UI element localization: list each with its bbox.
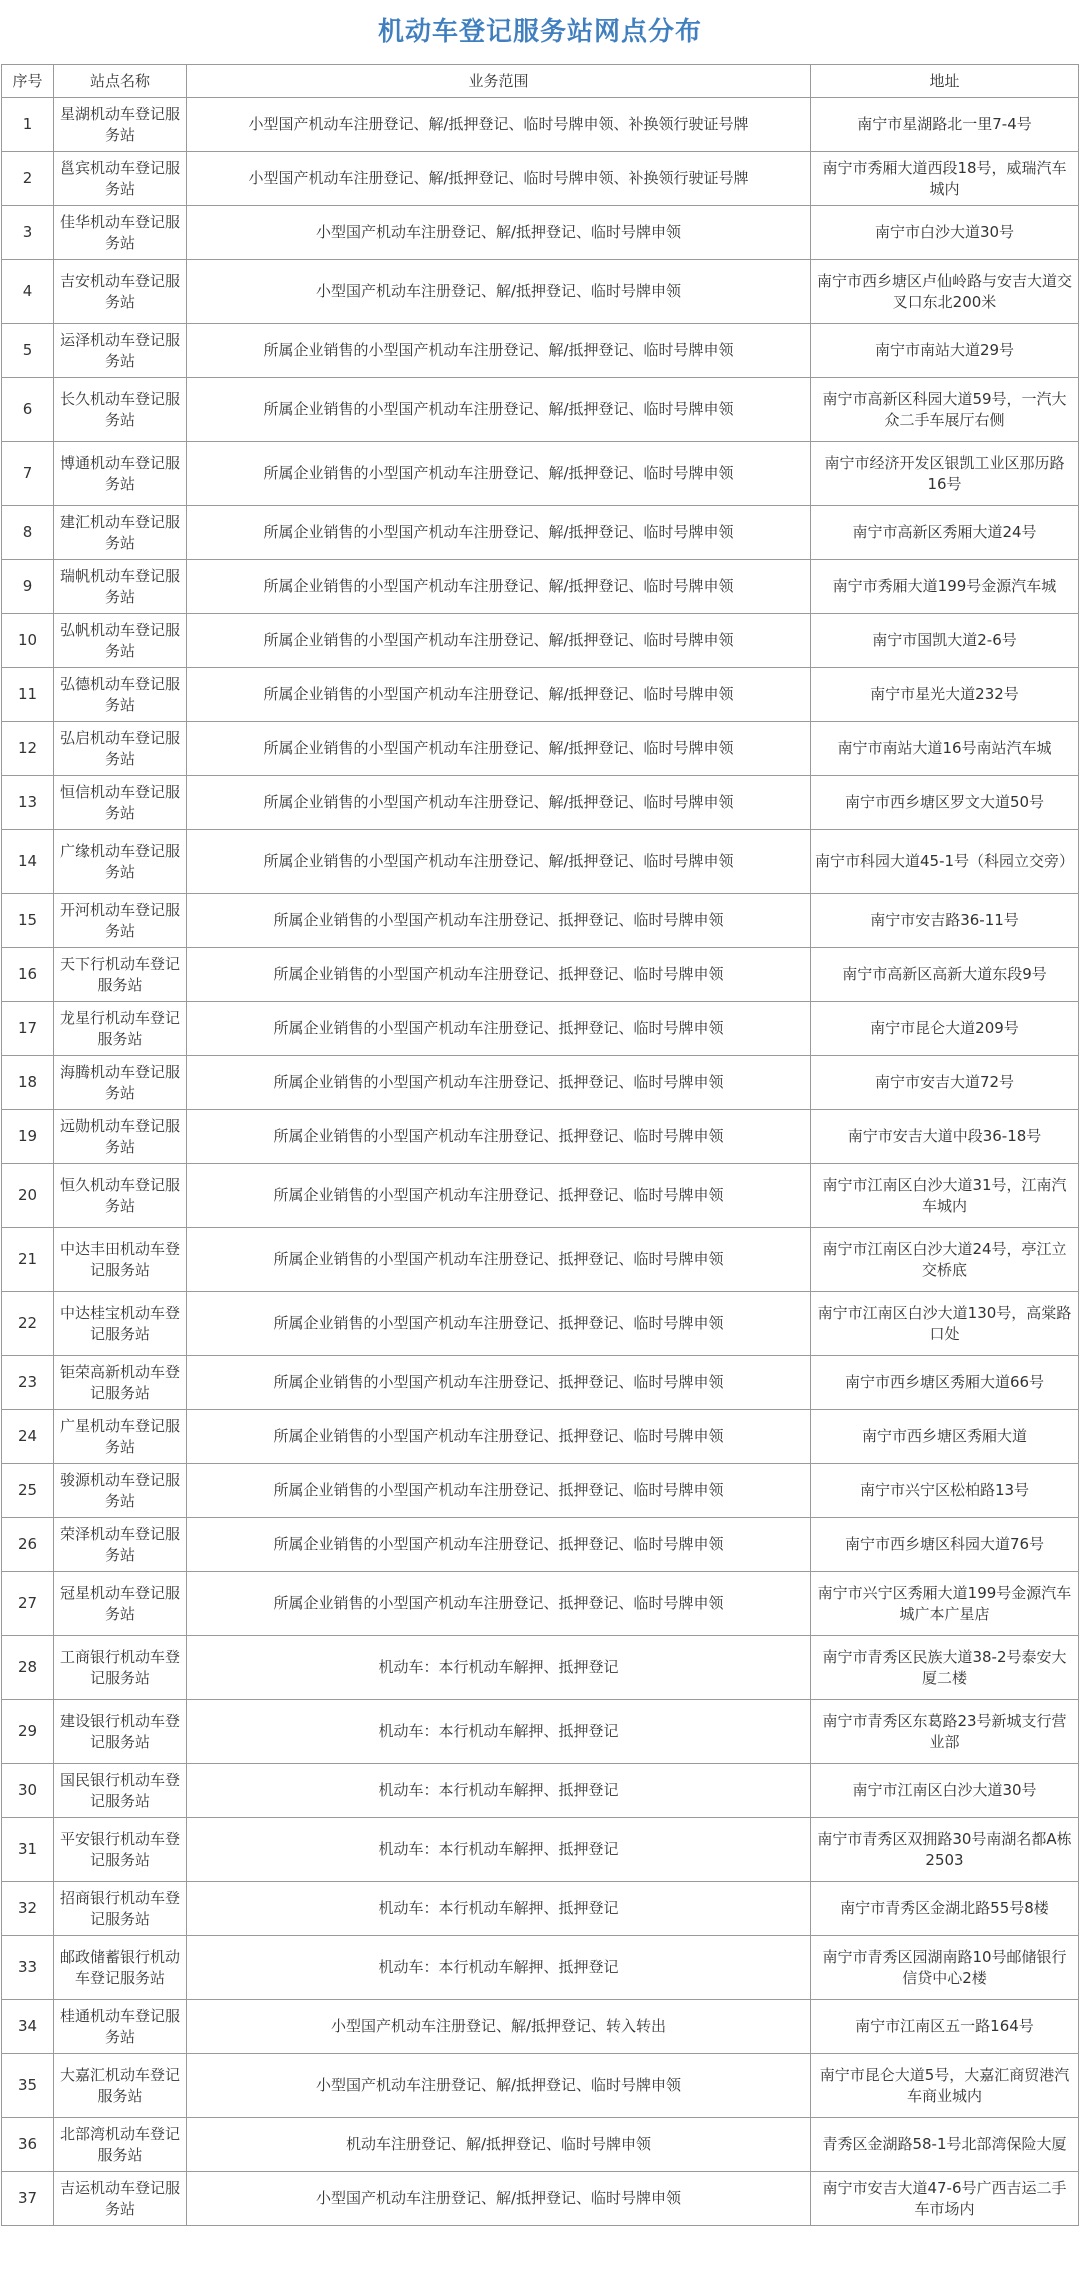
cell-address: 南宁市西乡塘区卢仙岭路与安吉大道交叉口东北200米 xyxy=(811,260,1079,324)
cell-business-scope: 所属企业销售的小型国产机动车注册登记、解/抵押登记、临时号牌申领 xyxy=(187,722,811,776)
cell-station-name: 冠星机动车登记服务站 xyxy=(54,1572,187,1636)
table-row xyxy=(2,830,1079,894)
cell-station-name: 桂通机动车登记服务站 xyxy=(54,2000,187,2054)
cell-business-scope: 所属企业销售的小型国产机动车注册登记、抵押登记、临时号牌申领 xyxy=(187,948,811,1002)
cell-business-scope: 机动车：本行机动车解押、抵押登记 xyxy=(187,1636,811,1700)
cell-address: 青秀区金湖路58-1号北部湾保险大厦 xyxy=(811,2118,1079,2172)
cell-address: 南宁市星光大道232号 xyxy=(811,668,1079,722)
table-header-row xyxy=(2,65,1079,98)
cell-business-scope: 所属企业销售的小型国产机动车注册登记、抵押登记、临时号牌申领 xyxy=(187,1228,811,1292)
cell-index: 12 xyxy=(2,722,54,776)
cell-index: 24 xyxy=(2,1410,54,1464)
cell-business-scope: 小型国产机动车注册登记、解/抵押登记、转入转出 xyxy=(187,2000,811,2054)
cell-address: 南宁市西乡塘区科园大道76号 xyxy=(811,1518,1079,1572)
cell-station-name: 邮政储蓄银行机动车登记服务站 xyxy=(54,1936,187,2000)
cell-station-name: 海腾机动车登记服务站 xyxy=(54,1056,187,1110)
table-row xyxy=(2,1636,1079,1700)
cell-address: 南宁市南站大道29号 xyxy=(811,324,1079,378)
cell-business-scope: 所属企业销售的小型国产机动车注册登记、抵押登记、临时号牌申领 xyxy=(187,1410,811,1464)
table-row xyxy=(2,614,1079,668)
cell-business-scope: 小型国产机动车注册登记、解/抵押登记、临时号牌申领 xyxy=(187,2172,811,2226)
cell-address: 南宁市白沙大道30号 xyxy=(811,206,1079,260)
table-row xyxy=(2,1818,1079,1882)
cell-business-scope: 所属企业销售的小型国产机动车注册登记、抵押登记、临时号牌申领 xyxy=(187,1518,811,1572)
cell-station-name: 平安银行机动车登记服务站 xyxy=(54,1818,187,1882)
cell-business-scope: 小型国产机动车注册登记、解/抵押登记、临时号牌申领 xyxy=(187,260,811,324)
cell-address: 南宁市安吉路36-11号 xyxy=(811,894,1079,948)
cell-address: 南宁市兴宁区秀厢大道199号金源汽车城广本广星店 xyxy=(811,1572,1079,1636)
table-row xyxy=(2,378,1079,442)
table-row xyxy=(2,206,1079,260)
cell-index: 30 xyxy=(2,1764,54,1818)
cell-station-name: 中达丰田机动车登记服务站 xyxy=(54,1228,187,1292)
cell-business-scope: 所属企业销售的小型国产机动车注册登记、抵押登记、临时号牌申领 xyxy=(187,1572,811,1636)
header-index: 序号 xyxy=(2,65,54,98)
cell-station-name: 工商银行机动车登记服务站 xyxy=(54,1636,187,1700)
cell-address: 南宁市国凯大道2-6号 xyxy=(811,614,1079,668)
cell-address: 南宁市青秀区金湖北路55号8楼 xyxy=(811,1882,1079,1936)
cell-index: 14 xyxy=(2,830,54,894)
cell-business-scope: 机动车：本行机动车解押、抵押登记 xyxy=(187,1700,811,1764)
document-title: 机动车登记服务站网点分布 xyxy=(377,17,702,47)
cell-index: 26 xyxy=(2,1518,54,1572)
cell-station-name: 运泽机动车登记服务站 xyxy=(54,324,187,378)
cell-address: 南宁市江南区白沙大道24号，亭江立交桥底 xyxy=(811,1228,1079,1292)
table-row xyxy=(2,894,1079,948)
cell-index: 34 xyxy=(2,2000,54,2054)
cell-business-scope: 所属企业销售的小型国产机动车注册登记、解/抵押登记、临时号牌申领 xyxy=(187,506,811,560)
cell-business-scope: 所属企业销售的小型国产机动车注册登记、抵押登记、临时号牌申领 xyxy=(187,1002,811,1056)
header-business-scope: 业务范围 xyxy=(187,65,811,98)
cell-index: 15 xyxy=(2,894,54,948)
cell-address: 南宁市青秀区园湖南路10号邮储银行信贷中心2楼 xyxy=(811,1936,1079,2000)
cell-address: 南宁市安吉大道47-6号广西吉运二手车市场内 xyxy=(811,2172,1079,2226)
cell-business-scope: 小型国产机动车注册登记、解/抵押登记、临时号牌申领、补换领行驶证号牌 xyxy=(187,152,811,206)
cell-address: 南宁市秀厢大道西段18号，威瑞汽车城内 xyxy=(811,152,1079,206)
cell-station-name: 远勋机动车登记服务站 xyxy=(54,1110,187,1164)
cell-index: 21 xyxy=(2,1228,54,1292)
cell-index: 27 xyxy=(2,1572,54,1636)
cell-address: 南宁市科园大道45-1号（科园立交旁） xyxy=(811,830,1079,894)
cell-index: 18 xyxy=(2,1056,54,1110)
cell-station-name: 瑞帆机动车登记服务站 xyxy=(54,560,187,614)
cell-address: 南宁市西乡塘区罗文大道50号 xyxy=(811,776,1079,830)
cell-business-scope: 所属企业销售的小型国产机动车注册登记、解/抵押登记、临时号牌申领 xyxy=(187,378,811,442)
cell-index: 28 xyxy=(2,1636,54,1700)
table-row xyxy=(2,1228,1079,1292)
table-row xyxy=(2,1518,1079,1572)
table-row xyxy=(2,260,1079,324)
table-row xyxy=(2,1882,1079,1936)
cell-business-scope: 小型国产机动车注册登记、解/抵押登记、临时号牌申领 xyxy=(187,2054,811,2118)
cell-business-scope: 所属企业销售的小型国产机动车注册登记、抵押登记、临时号牌申领 xyxy=(187,894,811,948)
cell-station-name: 长久机动车登记服务站 xyxy=(54,378,187,442)
cell-index: 19 xyxy=(2,1110,54,1164)
cell-index: 32 xyxy=(2,1882,54,1936)
table-row xyxy=(2,2000,1079,2054)
cell-address: 南宁市青秀区东葛路23号新城支行营业部 xyxy=(811,1700,1079,1764)
cell-business-scope: 所属企业销售的小型国产机动车注册登记、抵押登记、临时号牌申领 xyxy=(187,1110,811,1164)
cell-address: 南宁市昆仑大道209号 xyxy=(811,1002,1079,1056)
table-row xyxy=(2,1936,1079,2000)
cell-index: 16 xyxy=(2,948,54,1002)
cell-index: 7 xyxy=(2,442,54,506)
table-row xyxy=(2,722,1079,776)
cell-index: 2 xyxy=(2,152,54,206)
table-row xyxy=(2,1356,1079,1410)
cell-address: 南宁市经济开发区银凯工业区那历路16号 xyxy=(811,442,1079,506)
table-row xyxy=(2,152,1079,206)
table-row xyxy=(2,1764,1079,1818)
table-row xyxy=(2,506,1079,560)
header-address: 地址 xyxy=(811,65,1079,98)
cell-station-name: 钜荣高新机动车登记服务站 xyxy=(54,1356,187,1410)
cell-index: 5 xyxy=(2,324,54,378)
cell-business-scope: 机动车：本行机动车解押、抵押登记 xyxy=(187,1936,811,2000)
cell-address: 南宁市高新区科园大道59号，一汽大众二手车展厅右侧 xyxy=(811,378,1079,442)
table-body xyxy=(2,98,1079,2226)
cell-index: 6 xyxy=(2,378,54,442)
cell-address: 南宁市高新区高新大道东段9号 xyxy=(811,948,1079,1002)
table-row xyxy=(2,2172,1079,2226)
cell-business-scope: 所属企业销售的小型国产机动车注册登记、解/抵押登记、临时号牌申领 xyxy=(187,776,811,830)
cell-index: 8 xyxy=(2,506,54,560)
cell-station-name: 骏源机动车登记服务站 xyxy=(54,1464,187,1518)
cell-index: 22 xyxy=(2,1292,54,1356)
cell-address: 南宁市江南区五一路164号 xyxy=(811,2000,1079,2054)
cell-station-name: 邕宾机动车登记服务站 xyxy=(54,152,187,206)
cell-station-name: 北部湾机动车登记服务站 xyxy=(54,2118,187,2172)
cell-address: 南宁市西乡塘区秀厢大道66号 xyxy=(811,1356,1079,1410)
cell-index: 29 xyxy=(2,1700,54,1764)
cell-address: 南宁市安吉大道中段36-18号 xyxy=(811,1110,1079,1164)
cell-index: 9 xyxy=(2,560,54,614)
cell-station-name: 大嘉汇机动车登记服务站 xyxy=(54,2054,187,2118)
cell-station-name: 广缘机动车登记服务站 xyxy=(54,830,187,894)
cell-address: 南宁市青秀区双拥路30号南湖名都A栋2503 xyxy=(811,1818,1079,1882)
cell-address: 南宁市安吉大道72号 xyxy=(811,1056,1079,1110)
cell-business-scope: 所属企业销售的小型国产机动车注册登记、抵押登记、临时号牌申领 xyxy=(187,1164,811,1228)
cell-index: 10 xyxy=(2,614,54,668)
cell-index: 11 xyxy=(2,668,54,722)
cell-station-name: 恒信机动车登记服务站 xyxy=(54,776,187,830)
table-row xyxy=(2,776,1079,830)
cell-business-scope: 机动车注册登记、解/抵押登记、临时号牌申领 xyxy=(187,2118,811,2172)
cell-index: 31 xyxy=(2,1818,54,1882)
cell-station-name: 佳华机动车登记服务站 xyxy=(54,206,187,260)
table-row xyxy=(2,1002,1079,1056)
cell-business-scope: 所属企业销售的小型国产机动车注册登记、解/抵押登记、临时号牌申领 xyxy=(187,668,811,722)
cell-index: 13 xyxy=(2,776,54,830)
cell-address: 南宁市高新区秀厢大道24号 xyxy=(811,506,1079,560)
table-row xyxy=(2,1110,1079,1164)
cell-station-name: 弘启机动车登记服务站 xyxy=(54,722,187,776)
cell-index: 1 xyxy=(2,98,54,152)
cell-address: 南宁市南站大道16号南站汽车城 xyxy=(811,722,1079,776)
table-row xyxy=(2,442,1079,506)
cell-station-name: 星湖机动车登记服务站 xyxy=(54,98,187,152)
table-row xyxy=(2,2118,1079,2172)
cell-address: 南宁市秀厢大道199号金源汽车城 xyxy=(811,560,1079,614)
cell-station-name: 荣泽机动车登记服务站 xyxy=(54,1518,187,1572)
cell-station-name: 招商银行机动车登记服务站 xyxy=(54,1882,187,1936)
cell-address: 南宁市西乡塘区秀厢大道 xyxy=(811,1410,1079,1464)
cell-station-name: 龙星行机动车登记服务站 xyxy=(54,1002,187,1056)
cell-station-name: 中达桂宝机动车登记服务站 xyxy=(54,1292,187,1356)
cell-business-scope: 所属企业销售的小型国产机动车注册登记、抵押登记、临时号牌申领 xyxy=(187,1464,811,1518)
cell-station-name: 恒久机动车登记服务站 xyxy=(54,1164,187,1228)
cell-address: 南宁市江南区白沙大道30号 xyxy=(811,1764,1079,1818)
cell-station-name: 天下行机动车登记服务站 xyxy=(54,948,187,1002)
table-row xyxy=(2,1700,1079,1764)
header-station-name: 站点名称 xyxy=(54,65,187,98)
cell-business-scope: 所属企业销售的小型国产机动车注册登记、解/抵押登记、临时号牌申领 xyxy=(187,560,811,614)
cell-index: 4 xyxy=(2,260,54,324)
cell-business-scope: 小型国产机动车注册登记、解/抵押登记、临时号牌申领 xyxy=(187,206,811,260)
cell-station-name: 开河机动车登记服务站 xyxy=(54,894,187,948)
table-row xyxy=(2,1056,1079,1110)
cell-station-name: 吉安机动车登记服务站 xyxy=(54,260,187,324)
cell-business-scope: 机动车：本行机动车解押、抵押登记 xyxy=(187,1764,811,1818)
table-row xyxy=(2,1572,1079,1636)
cell-index: 36 xyxy=(2,2118,54,2172)
table-row xyxy=(2,668,1079,722)
cell-address: 南宁市星湖路北一里7-4号 xyxy=(811,98,1079,152)
cell-address: 南宁市昆仑大道5号，大嘉汇商贸港汽车商业城内 xyxy=(811,2054,1079,2118)
cell-business-scope: 机动车：本行机动车解押、抵押登记 xyxy=(187,1882,811,1936)
cell-station-name: 吉运机动车登记服务站 xyxy=(54,2172,187,2226)
cell-index: 20 xyxy=(2,1164,54,1228)
stations-table xyxy=(1,64,1079,2226)
cell-business-scope: 所属企业销售的小型国产机动车注册登记、抵押登记、临时号牌申领 xyxy=(187,1056,811,1110)
cell-index: 25 xyxy=(2,1464,54,1518)
cell-business-scope: 所属企业销售的小型国产机动车注册登记、解/抵押登记、临时号牌申领 xyxy=(187,830,811,894)
table-row xyxy=(2,1164,1079,1228)
cell-business-scope: 小型国产机动车注册登记、解/抵押登记、临时号牌申领、补换领行驶证号牌 xyxy=(187,98,811,152)
cell-station-name: 国民银行机动车登记服务站 xyxy=(54,1764,187,1818)
cell-address: 南宁市江南区白沙大道130号，高棠路口处 xyxy=(811,1292,1079,1356)
table-row xyxy=(2,948,1079,1002)
cell-business-scope: 所属企业销售的小型国产机动车注册登记、抵押登记、临时号牌申领 xyxy=(187,1356,811,1410)
table-row xyxy=(2,560,1079,614)
cell-index: 23 xyxy=(2,1356,54,1410)
cell-station-name: 弘德机动车登记服务站 xyxy=(54,668,187,722)
cell-address: 南宁市青秀区民族大道38-2号泰安大厦二楼 xyxy=(811,1636,1079,1700)
cell-business-scope: 所属企业销售的小型国产机动车注册登记、抵押登记、临时号牌申领 xyxy=(187,1292,811,1356)
table-row xyxy=(2,324,1079,378)
cell-station-name: 博通机动车登记服务站 xyxy=(54,442,187,506)
table-row xyxy=(2,1292,1079,1356)
cell-index: 17 xyxy=(2,1002,54,1056)
cell-index: 37 xyxy=(2,2172,54,2226)
cell-station-name: 建设银行机动车登记服务站 xyxy=(54,1700,187,1764)
cell-business-scope: 所属企业销售的小型国产机动车注册登记、解/抵押登记、临时号牌申领 xyxy=(187,324,811,378)
cell-address: 南宁市江南区白沙大道31号，江南汽车城内 xyxy=(811,1164,1079,1228)
table-row xyxy=(2,1464,1079,1518)
cell-business-scope: 所属企业销售的小型国产机动车注册登记、解/抵押登记、临时号牌申领 xyxy=(187,614,811,668)
cell-station-name: 建汇机动车登记服务站 xyxy=(54,506,187,560)
cell-index: 3 xyxy=(2,206,54,260)
cell-station-name: 广星机动车登记服务站 xyxy=(54,1410,187,1464)
table-row xyxy=(2,98,1079,152)
table-row xyxy=(2,1410,1079,1464)
cell-address: 南宁市兴宁区松柏路13号 xyxy=(811,1464,1079,1518)
cell-index: 35 xyxy=(2,2054,54,2118)
cell-station-name: 弘帆机动车登记服务站 xyxy=(54,614,187,668)
cell-business-scope: 所属企业销售的小型国产机动车注册登记、解/抵押登记、临时号牌申领 xyxy=(187,442,811,506)
cell-index: 33 xyxy=(2,1936,54,2000)
cell-business-scope: 机动车：本行机动车解押、抵押登记 xyxy=(187,1818,811,1882)
table-row xyxy=(2,2054,1079,2118)
